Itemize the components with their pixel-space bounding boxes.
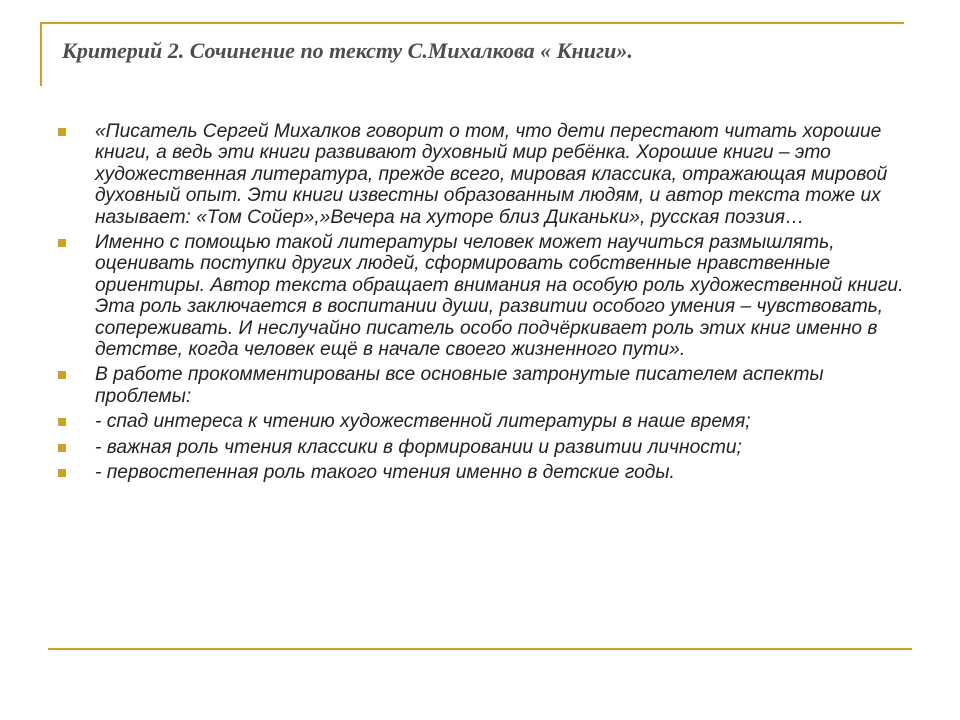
bullet-item (58, 437, 908, 458)
square-bullet-icon (58, 444, 66, 452)
bullet-text: - спад интереса к чтению художественной литературы в наше время; (95, 411, 751, 433)
bullet-text: В работе прокомментированы все основные затронутые писателем аспекты проблемы: (95, 364, 824, 407)
square-bullet-icon (58, 469, 66, 477)
bullet-text: - первостепенная роль такого чтения именно в детские годы. (95, 462, 675, 484)
bullet-item (58, 232, 908, 360)
bullet-text: «Писатель Сергей Михалков говорит о том, что дети перестают читать хорошие книги, а ведь эти книги развивают духовный мир ребёнка. Хорошие книги – это художественная литература, прежде всего, мировая классика, отражающая мировой духовный опыт. Эти книги известны образованным людям, и автор текста тоже их называет: «Том Сойер»,»Вечера на хуторе близ Диканьки», русская поэзия… (95, 121, 888, 228)
square-bullet-icon (58, 128, 66, 136)
top-divider (40, 22, 904, 24)
bullet-text: Именно с помощью такой литературы человек может научиться размышлять, оценивать поступки других людей, сформировать собственные нравственные ориентиры. Автор текста обращает внимания на особую роль художественной книги. Эта роль заключается в воспитании души, развитии особого умения – чувствовать, сопереживать. И неслучайно писатель особо подчёркивает роль этих книг именно в детстве, когда человек ещё в начале своего жизненного пути». (95, 232, 904, 361)
bullet-item (58, 462, 908, 483)
bullet-text: - важная роль чтения классики в формировании и развитии личности; (95, 436, 742, 458)
square-bullet-icon (58, 418, 66, 426)
left-divider (40, 22, 42, 86)
bullet-item (58, 411, 908, 432)
bullet-list (58, 121, 908, 488)
square-bullet-icon (58, 371, 66, 379)
square-bullet-icon (58, 239, 66, 247)
bullet-item (58, 121, 908, 228)
bullet-item (58, 364, 908, 407)
bottom-divider (48, 648, 912, 650)
slide-title: Критерий 2. Сочинение по тексту С.Михалкова « Книги». (62, 38, 633, 63)
